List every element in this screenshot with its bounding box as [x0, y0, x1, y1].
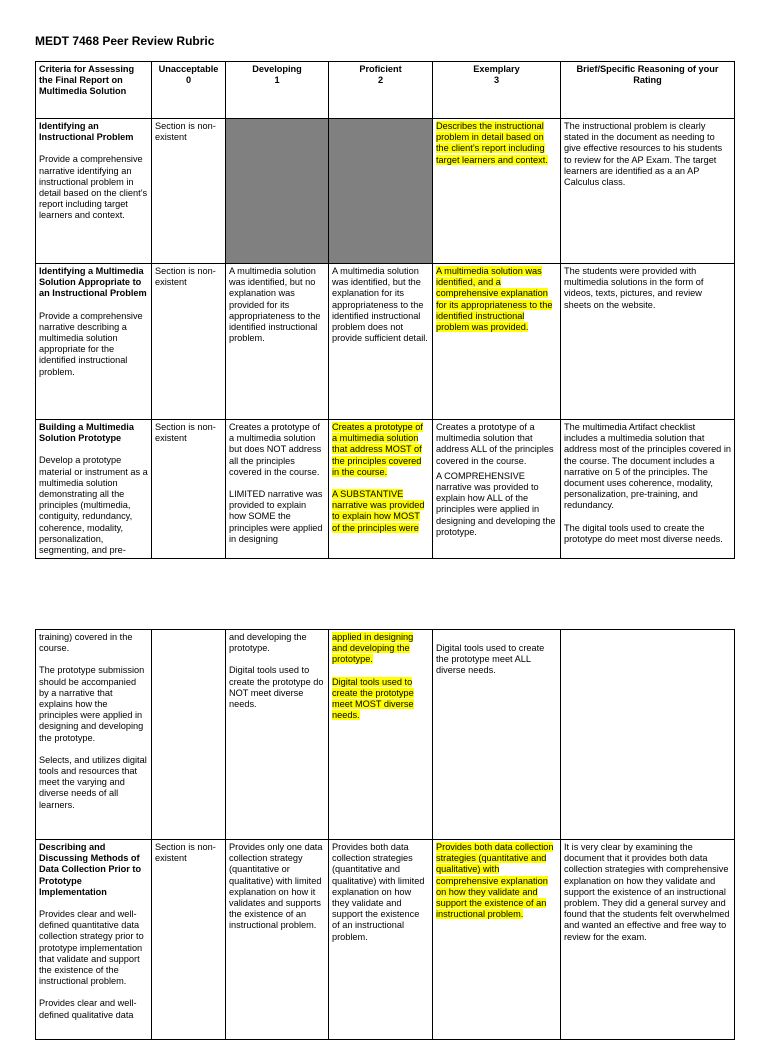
criteria-description: Provides clear and well-defined quantitative data collection strategy prior to prototype implementation that validate and support the existence of the instructional problem.: [39, 909, 144, 987]
unacceptable-cell: [152, 630, 226, 840]
header-proficient-score: 2: [377, 75, 384, 86]
developing-cell: [226, 420, 329, 559]
exemplary-text-2: A COMPREHENSIVE narrative was provided to explain how ALL of the principles were applied in designing and developing the prototype.: [436, 470, 556, 537]
criteria-description: Provide a comprehensive narrative describing a multimedia solution appropriate for the identified instructional problem.: [39, 310, 143, 377]
criteria-description: Develop a prototype material or instrument as a multimedia solution demonstrating all the principles (multimedia, contiguity, redundancy, coherence, modality, personalization, segmenting, and pre-: [39, 455, 148, 556]
developing-cell: A multimedia solution was identified, but no explanation was provided for its appropriateness to the identified instructional problem.: [226, 264, 329, 420]
exemplary-cell: [433, 420, 561, 559]
header-unacceptable: [152, 62, 226, 119]
proficient-cell: Provides both data collection strategies (quantitative and qualitative) with limited explanation on how they validate and support the existence of an instructional problem.: [329, 840, 433, 1040]
reasoning-cell: [561, 420, 735, 559]
reasoning-cell: [561, 630, 735, 840]
unacceptable-cell: Section is non-existent: [152, 420, 226, 559]
header-exemplary-score: 3: [493, 75, 500, 86]
criteria-description: training) covered in the course.: [39, 632, 133, 654]
header-developing-score: 1: [274, 75, 280, 86]
highlighted-rating: Creates a prototype of a multimedia solution that address MOST of the principles covered in the course.: [332, 422, 423, 477]
criteria-title: Identifying an Instructional Problem: [39, 121, 134, 143]
rubric-row-instructional-problem: [36, 119, 735, 264]
header-unacceptable-label: Unacceptable: [158, 64, 219, 74]
header-proficient: [329, 62, 433, 119]
criteria-description: The prototype submission should be accompanied by a narrative that explains how the principles were applied in designing and developing the prototype.: [39, 665, 145, 743]
exemplary-cell: [433, 119, 561, 264]
developing-text-2: and developing the prototype.: [229, 632, 307, 654]
highlighted-rating: Describes the instructional problem in detail based on the client’s report including target learners and context.: [436, 121, 548, 165]
unacceptable-cell: Section is non-existent: [152, 119, 226, 264]
reasoning-text-2: The digital tools used to create the prototype do meet most diverse needs.: [564, 522, 723, 544]
reasoning-cell: It is very clear by examining the document that it provides both data collection strategies with comprehensive explanation on how they validate and support the existence of an instructional problem. They did a general survey and found that the students felt overwhelmed and wanted an effective and free way to review for the exam.: [561, 840, 735, 1040]
document-title: MEDT 7468 Peer Review Rubric: [35, 34, 215, 48]
developing-cell: Provides only one data collection strategy (quantitative or qualitative) with limited explanation on how it validates and supports the existence of an instructional problem.: [226, 840, 329, 1040]
rubric-table-page-1: [35, 61, 735, 559]
rubric-table-page-2: [35, 629, 735, 1040]
header-exemplary-label: Exemplary: [473, 64, 520, 74]
exemplary-text-3: Digital tools used to create the prototype meet ALL diverse needs.: [436, 643, 545, 676]
proficient-cell: [329, 420, 433, 559]
unacceptable-cell: Section is non-existent: [152, 264, 226, 420]
header-reasoning: Brief/Specific Reasoning of your Rating: [561, 62, 735, 119]
rubric-row-prototype-continued: [36, 630, 735, 840]
reasoning-cell: The instructional problem is clearly stated in the document as needing to give effective resources to his students to review for the AP Exam. The target learners are identified as a an AP Calculus class.: [561, 119, 735, 264]
developing-text-3: Digital tools used to create the prototype do NOT meet diverse needs.: [229, 665, 324, 710]
developing-cell: [226, 630, 329, 840]
header-row: [36, 62, 735, 119]
header-unacceptable-score: 0: [185, 75, 192, 86]
highlighted-rating: A multimedia solution was identified, and a comprehensive explanation for its appropriateness to the identified instructional problem was provided.: [436, 266, 553, 333]
highlighted-rating: applied in designing and developing the prototype.: [332, 632, 414, 665]
proficient-cell: [329, 630, 433, 840]
header-criteria: Criteria for Assessing the Final Report on Multimedia Solution: [36, 62, 152, 119]
highlighted-rating: Digital tools used to create the prototype meet MOST diverse needs.: [332, 676, 414, 721]
criteria-title: Identifying a Multimedia Solution Appropriate to an Instructional Problem: [39, 266, 147, 299]
exemplary-cell: [433, 840, 561, 1040]
reasoning-text-1: The multimedia Artifact checklist includes a multimedia solution that address most of the principles covered in the course. The document includes a narrative on 5 of the principles. The document uses coherence, modality, personalization, pre-training, and redundancy.: [564, 422, 731, 511]
proficient-cell-blank: [329, 119, 433, 264]
reasoning-cell: The students were provided with multimedia solutions in the form of videos, texts, pictures, and review sheets on the website.: [561, 264, 735, 420]
proficient-cell: A multimedia solution was identified, but the explanation for its appropriateness to the identified instructional problem does not provide sufficient detail.: [329, 264, 433, 420]
unacceptable-cell: Section is non-existent: [152, 840, 226, 1040]
criteria-cell: [36, 840, 152, 1040]
header-developing: [226, 62, 329, 119]
rubric-row-prototype: [36, 420, 735, 559]
rubric-row-data-collection: [36, 840, 735, 1040]
developing-text-2: LIMITED narrative was provided to explain how SOME the principles were applied in designing: [229, 489, 323, 544]
header-exemplary: [433, 62, 561, 119]
exemplary-cell: [433, 630, 561, 840]
criteria-cell: [36, 119, 152, 264]
criteria-title: Describing and Discussing Methods of Data Collection Prior to Prototype Implementation: [39, 842, 142, 897]
criteria-cell: [36, 264, 152, 420]
header-proficient-label: Proficient: [359, 64, 402, 74]
criteria-description: Provides clear and well-defined qualitative data: [39, 998, 137, 1020]
highlighted-rating: A SUBSTANTIVE narrative was provided to explain how MOST of the principles were: [332, 489, 425, 533]
criteria-cell: [36, 420, 152, 559]
criteria-description: Selects, and utilizes digital tools and resources that meet the varying and diverse needs of all learners.: [39, 754, 147, 810]
developing-text-1: Creates a prototype of a multimedia solution but does NOT address all the principles covered in the course.: [229, 422, 322, 477]
criteria-description: Provide a comprehensive narrative identifying an instructional problem in detail based on the client’s report including target learners and context.: [39, 154, 148, 221]
rubric-row-multimedia-solution: [36, 264, 735, 420]
criteria-title: Building a Multimedia Solution Prototype: [39, 422, 134, 444]
criteria-cell: [36, 630, 152, 840]
exemplary-cell: [433, 264, 561, 420]
developing-cell-blank: [226, 119, 329, 264]
highlighted-rating: Provides both data collection strategies (quantitative and qualitative) with comprehensive explanation on how they validate and support the existence of an instructional problem.: [436, 842, 554, 920]
exemplary-text-1: Creates a prototype of a multimedia solution that address ALL of the principles covered in the course.: [436, 422, 554, 466]
header-developing-label: Developing: [252, 64, 302, 74]
